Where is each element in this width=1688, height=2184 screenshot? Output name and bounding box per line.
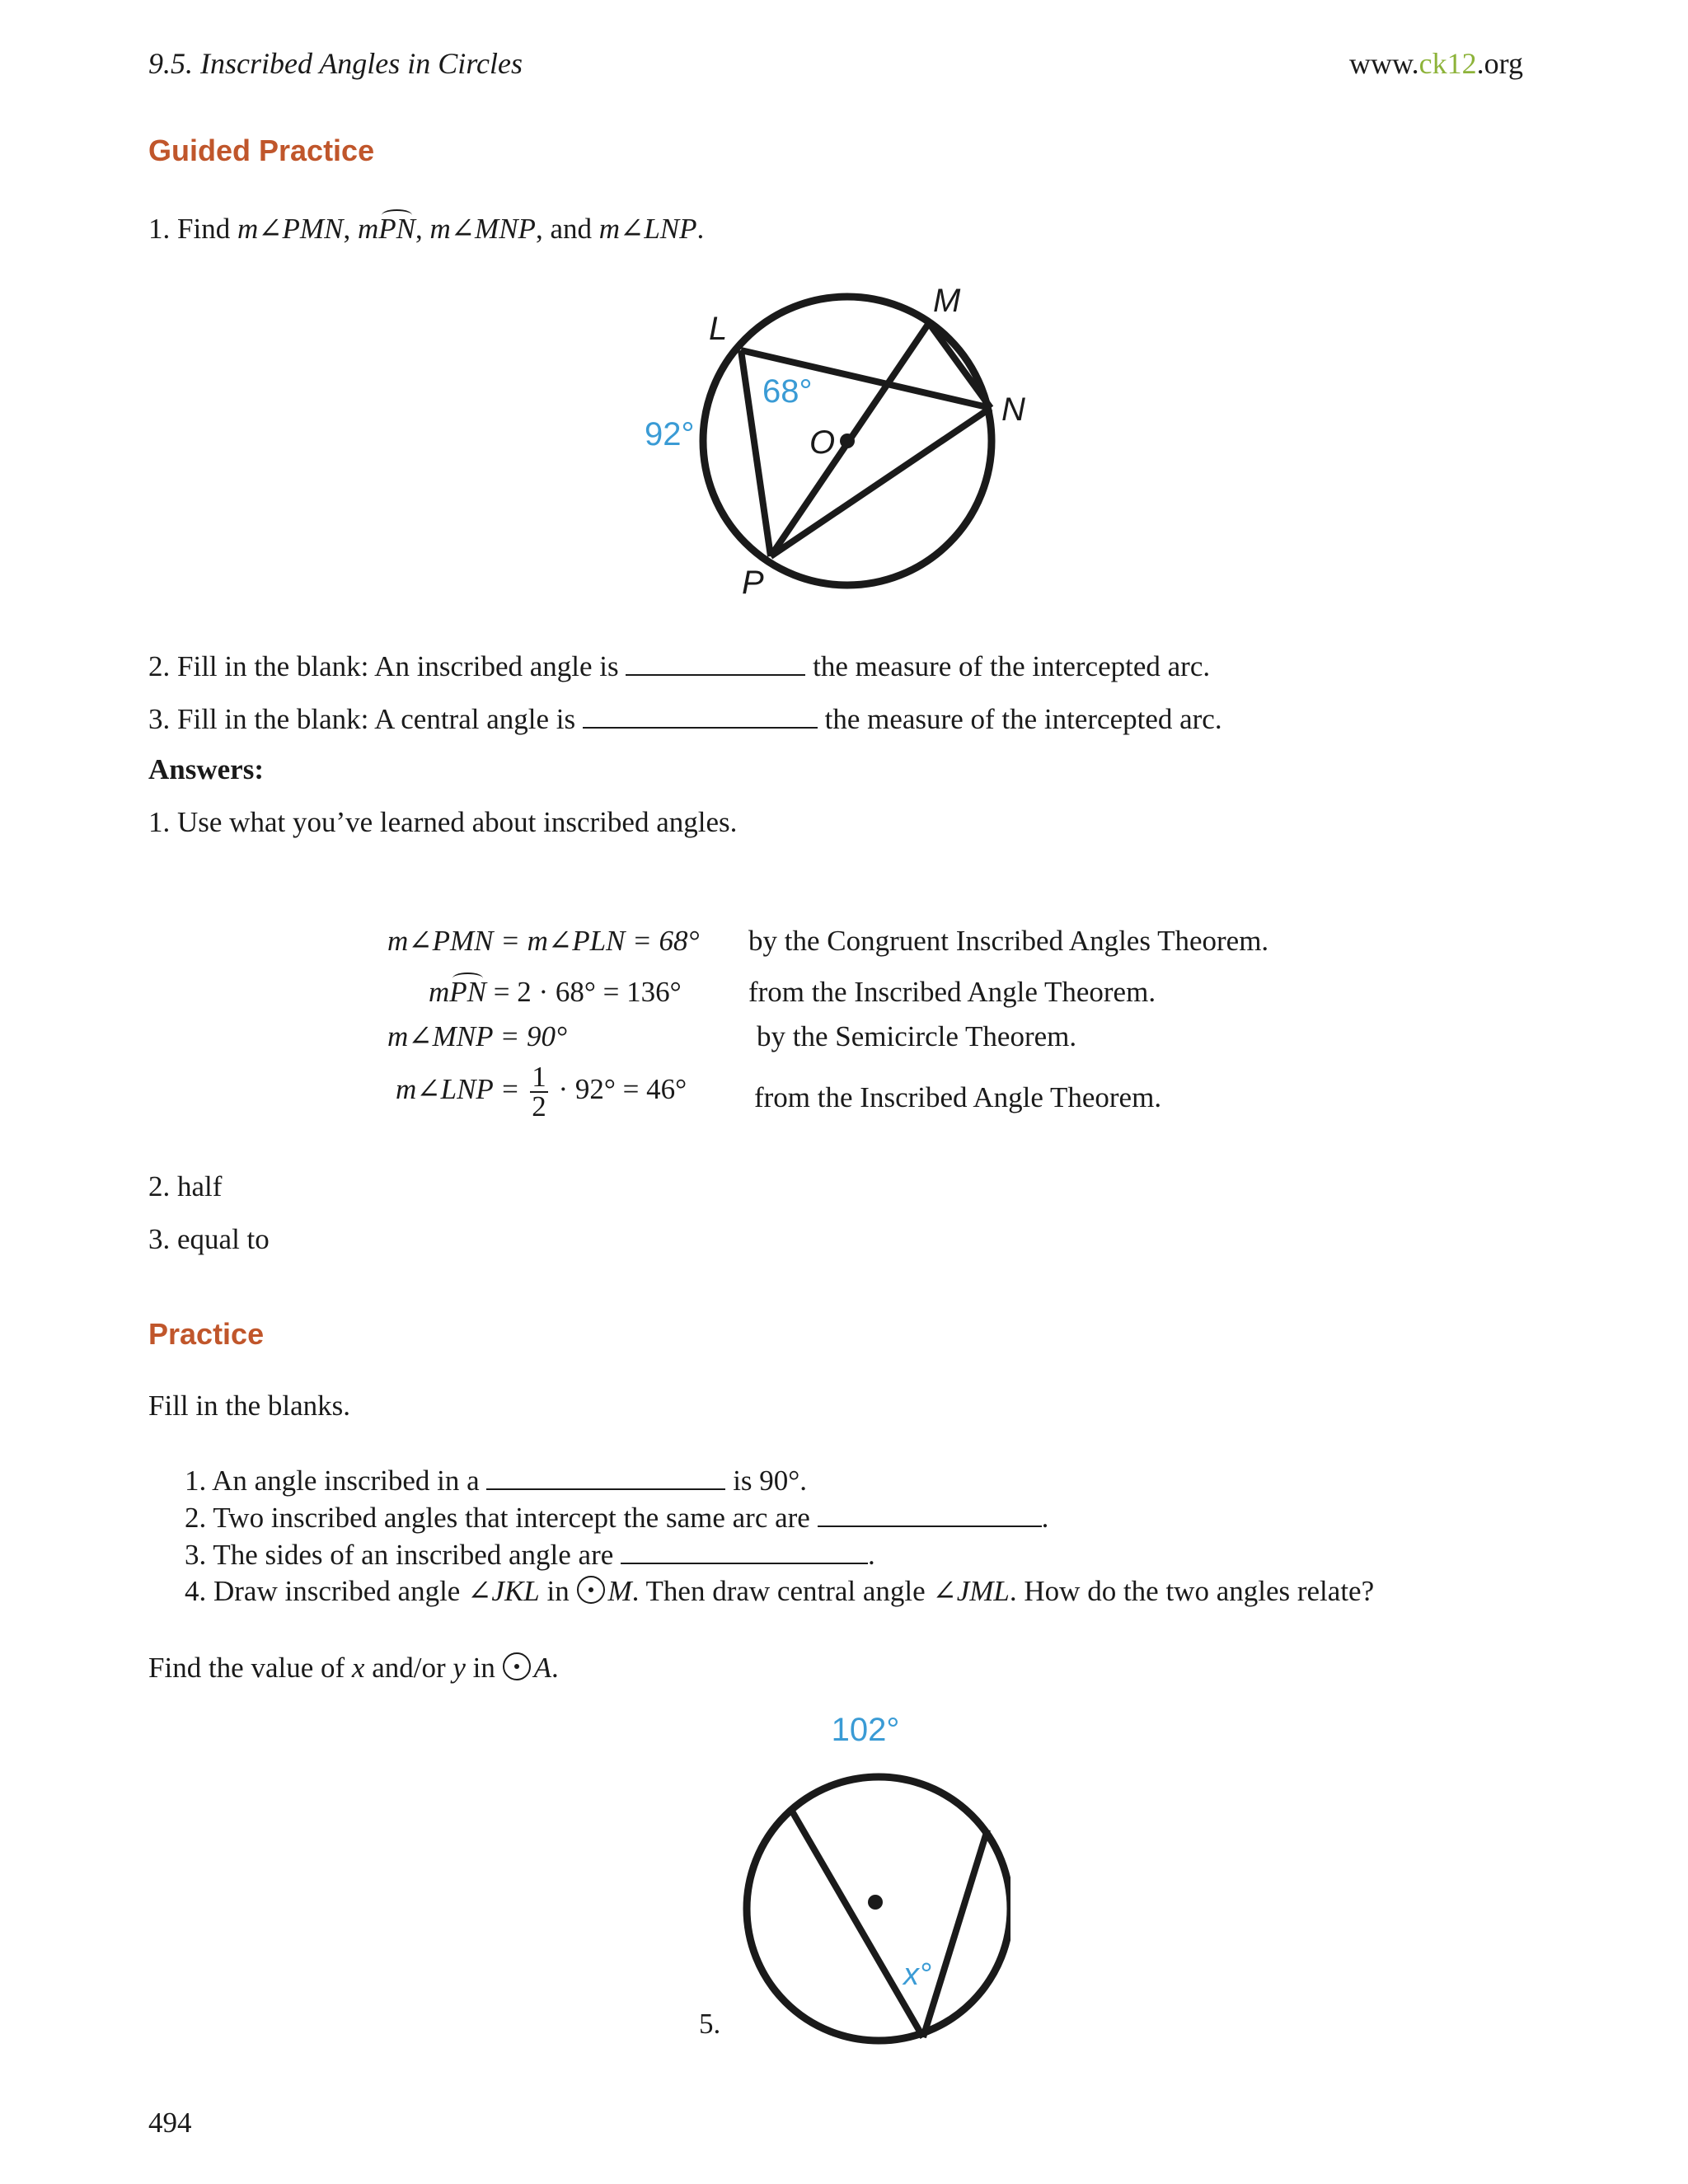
answer-3: 3. equal to: [148, 1223, 270, 1255]
practice-item-3: 3. The sides of an inscribed angle are .: [185, 1539, 875, 1571]
q3-tail: the measure of the intercepted arc.: [824, 703, 1222, 735]
q1-angle-mnp: m∠MNP: [429, 213, 536, 245]
practice-intro: Fill in the blanks.: [148, 1390, 350, 1422]
reason-1: by the Congruent Inscribed Angles Theorem.: [748, 925, 1269, 957]
answer-2: 2. half: [148, 1170, 223, 1202]
practice-item-2: 2. Two inscribed angles that intercept the same arc are .: [185, 1502, 1049, 1534]
practice-item-1: 1. An angle inscribed in a is 90°.: [185, 1465, 808, 1497]
q1-angle-pmn: m∠PMN: [237, 213, 344, 245]
label-l: L: [709, 311, 728, 347]
center-point-a: [868, 1895, 883, 1910]
p2-blank[interactable]: [818, 1501, 1042, 1527]
label-p: P: [742, 565, 764, 601]
q1-arc-pn: mPN: [357, 213, 415, 245]
p1-blank[interactable]: [486, 1464, 725, 1490]
arc-label-102: 102°: [831, 1712, 900, 1748]
q2-lead: 2. Fill in the blank: An inscribed angle is: [148, 650, 619, 682]
equation-3: m∠MNP = 90°: [387, 1020, 567, 1052]
question-1: 1. Find m∠PMN, mPN, m∠MNP, and m∠LNP.: [148, 213, 705, 245]
q3-lead: 3. Fill in the blank: A central angle is: [148, 703, 576, 735]
practice-item-4: 4. Draw inscribed angle ∠JKL in M. Then draw central angle ∠JML. How do the two angles relate?: [185, 1575, 1375, 1607]
label-n: N: [1001, 391, 1025, 428]
q3-blank[interactable]: [583, 702, 818, 729]
fraction-one-half: $\frac{1}{2}$: [532, 1061, 546, 1122]
circle-dot-icon: [503, 1652, 531, 1680]
running-header-site[interactable]: [1349, 46, 1523, 81]
reason-4: from the Inscribed Angle Theorem.: [754, 1081, 1162, 1113]
find-instruction: Find the value of x and/or y in A.: [148, 1652, 559, 1684]
center-point-o: [840, 434, 855, 448]
angle-label-68: 68°: [762, 373, 813, 410]
p3-blank[interactable]: [621, 1538, 868, 1564]
label-o: O: [809, 424, 836, 461]
question-3: [148, 702, 1222, 736]
q1-and: , and: [535, 213, 599, 245]
reason-2: from the Inscribed Angle Theorem.: [748, 976, 1156, 1008]
practice-item-5: 5.: [699, 2008, 721, 2040]
circle-figure-1: [626, 280, 1055, 610]
page-number: 494: [148, 2107, 192, 2139]
question-2: [148, 649, 1210, 683]
equation-2: mPN = 2 · 68° = 136°: [429, 976, 682, 1008]
reason-3: by the Semicircle Theorem.: [757, 1020, 1077, 1052]
q1-angle-lnp: m∠LNP: [598, 213, 697, 245]
site-prefix: www.: [1349, 47, 1419, 80]
q2-tail: the measure of the intercepted arc.: [813, 650, 1211, 682]
label-m: M: [933, 283, 961, 319]
site-brand: ck12: [1418, 47, 1477, 80]
answers-heading: Answers:: [148, 753, 264, 785]
equation-4: m∠LNP = $\frac{1}{2}$ · 92° = 46°: [396, 1061, 687, 1122]
site-suffix: .org: [1476, 47, 1523, 80]
guided-practice-heading: Guided Practice: [148, 134, 375, 167]
chord-left: [791, 1810, 923, 2037]
equation-1: m∠PMN = m∠PLN = 68°: [387, 925, 700, 957]
q2-blank[interactable]: [626, 649, 805, 676]
practice-heading: Practice: [148, 1317, 265, 1351]
chord-right: [923, 1830, 987, 2037]
angle-label-x: x°: [903, 1957, 932, 1992]
clip-mask: [1010, 1780, 1030, 2044]
running-header-section: 9.5. Inscribed Angles in Circles: [148, 47, 523, 80]
answer-1: 1. Use what you’ve learned about inscribed angles.: [148, 806, 738, 838]
q1-lead: 1. Find: [148, 213, 237, 245]
circle-dot-icon: [577, 1576, 605, 1604]
arc-label-92: 92°: [645, 416, 695, 452]
circle-figure-5: [725, 1706, 1030, 2052]
